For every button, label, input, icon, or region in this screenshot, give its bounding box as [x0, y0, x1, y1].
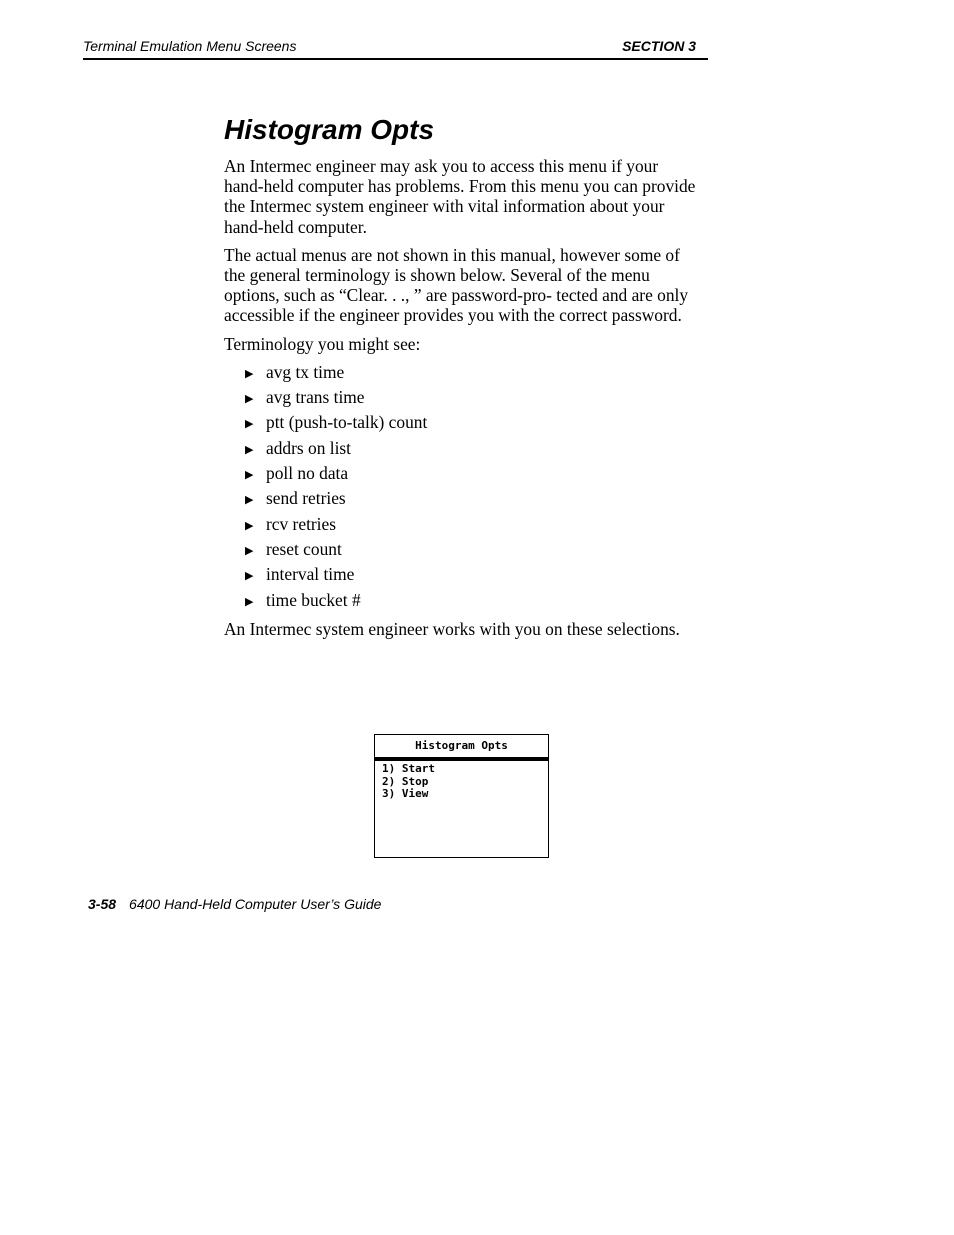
running-header [83, 37, 708, 60]
bullet-arrow-icon: ▶ [245, 442, 254, 456]
list-item-text: ptt (push-to-talk) count [266, 412, 428, 433]
list-item [224, 362, 702, 387]
screen-menu-item-start: 1) Start [382, 762, 435, 775]
list-item [224, 590, 702, 615]
bullet-arrow-icon: ▶ [245, 366, 254, 380]
list-item-text: interval time [266, 564, 355, 585]
section-label: SECTION 3 [622, 38, 696, 54]
screen-menu-item-view: 3) View [382, 787, 429, 800]
bullet-arrow-icon: ▶ [245, 543, 254, 557]
screen-title: Histogram Opts [375, 735, 548, 761]
list-item-text: avg tx time [266, 361, 345, 382]
list-item [224, 463, 702, 488]
terminology-list [224, 362, 702, 615]
password-paragraph: The actual menus are not shown in this manual, however some of the general terminology is shown below. Several of the menu options, such as “Clear. . ., ” are password-pro- tected and are only accessible if the engineer provides you with the correct password. [224, 244, 689, 326]
list-item-text: time bucket # [266, 589, 361, 610]
terminology-intro: Terminology you might see: [224, 333, 421, 354]
guide-title: 6400 Hand-Held Computer User’s Guide [129, 896, 382, 912]
bullet-arrow-icon: ▶ [245, 468, 254, 482]
bullet-arrow-icon: ▶ [245, 518, 254, 532]
list-item [224, 564, 702, 589]
bullet-arrow-icon: ▶ [245, 392, 254, 406]
list-item [224, 412, 702, 437]
list-item-text: addrs on list [266, 437, 352, 458]
bullet-arrow-icon: ▶ [245, 417, 254, 431]
chapter-title: Terminal Emulation Menu Screens [83, 38, 297, 54]
list-item-text: avg trans time [266, 387, 365, 408]
page-title: Histogram Opts [224, 114, 435, 145]
list-item [224, 438, 702, 463]
list-item [224, 514, 702, 539]
bullet-arrow-icon: ▶ [245, 493, 254, 507]
list-item-text: send retries [266, 488, 346, 509]
bullet-arrow-icon: ▶ [245, 594, 254, 608]
intro-paragraph: An Intermec engineer may ask you to access this menu if your hand-held computer has problems. From this menu you can provide the Intermec system engineer with vital information about your hand-held computer. [224, 156, 696, 237]
main-content [224, 112, 702, 647]
terminal-screen-illustration [374, 734, 549, 858]
page-number: 3-58 [88, 896, 117, 912]
list-item [224, 488, 702, 513]
list-item-text: reset count [266, 538, 342, 559]
closing-paragraph: An Intermec system engineer works with you on these selections. [224, 618, 680, 639]
bullet-arrow-icon: ▶ [245, 569, 254, 583]
list-item [224, 539, 702, 564]
screen-menu [382, 763, 548, 801]
list-item [224, 387, 702, 412]
list-item-text: poll no data [266, 463, 349, 484]
list-item-text: rcv retries [266, 513, 337, 534]
page-footer [88, 896, 381, 912]
screen-menu-item-stop: 2) Stop [382, 774, 429, 788]
